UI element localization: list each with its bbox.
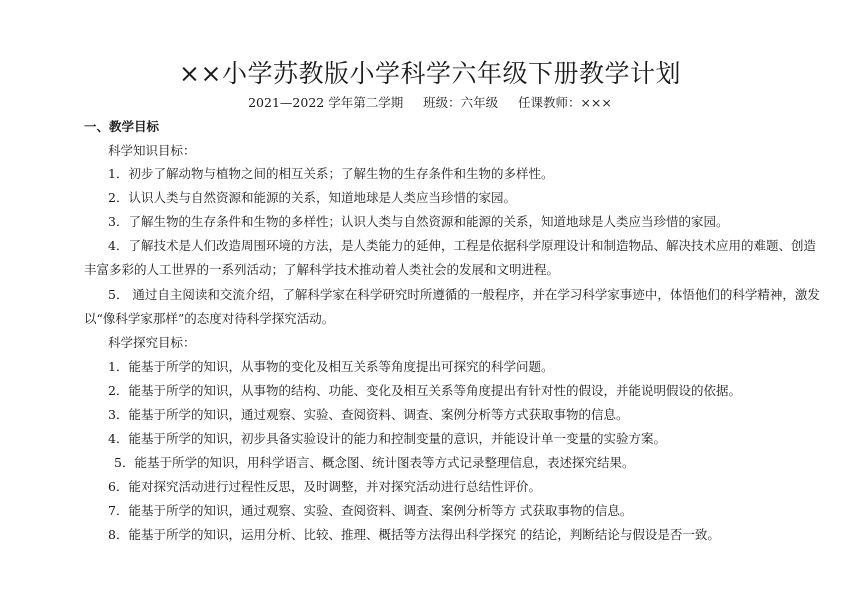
document-title: ××小学苏教版小学科学六年级下册教学计划 <box>179 59 681 88</box>
knowledge-goal-item: 3．了解生物的生存条件和生物的多样性；认识人类与自然资源和能源的关系，知道地球是人类应当珍惜的家园。 <box>108 214 729 229</box>
inquiry-goal-item: 4．能基于所学的知识，初步具备实验设计的能力和控制变量的意识，并能设计单一变量的实验方案。 <box>108 431 666 446</box>
inquiry-goal-item: 7．能基于所学的知识，通过观察、实验、查阅资料、调查、案例分析等方 式获取事物的信息。 <box>108 503 633 518</box>
section-heading-teaching-goals: 一、教学目标 <box>84 119 160 134</box>
knowledge-goal-item-continued: 丰富多彩的人工世界的一系列活动；了解科学技术推动着人类社会的发展和文明进程。 <box>84 262 560 277</box>
inquiry-goal-item: 8．能基于所学的知识，运用分析、比较、推理、概括等方法得出科学探究 的结论，判断结论与假设是否一致。 <box>108 527 720 542</box>
knowledge-goals-heading: 科学知识目标： <box>108 143 196 158</box>
knowledge-goal-item: 4．了解技术是人们改造周围环境的方法，是人类能力的延伸，工程是依据科学原理设计和制造物品、解决技术应用的难题、创造 <box>108 238 816 253</box>
inquiry-goals-heading: 科学探究目标： <box>108 335 196 350</box>
inquiry-goal-item: 1．能基于所学的知识，从事物的变化及相互关系等角度提出可探究的科学问题。 <box>108 359 554 374</box>
knowledge-goal-item: 5． 通过自主阅读和交流介绍，了解科学家在科学研究时所遵循的一般程序，并在学习科学家事迹中，体悟他们的科学精神，激发 <box>108 287 820 302</box>
knowledge-goal-item-continued: 以“像科学家那样”的态度对待科学探究活动。 <box>84 311 335 326</box>
inquiry-goal-item: 2．能基于所学的知识，从事物的结构、功能、变化及相互关系等角度提出有针对性的假设，并能说明假设的依据。 <box>108 383 741 398</box>
document-meta: 2021—2022 学年第二学期 班级：六年级 任课教师：××× <box>248 95 612 110</box>
inquiry-goal-item: 3．能基于所学的知识，通过观察、实验、查阅资料、调查、案例分析等方式获取事物的信息。 <box>108 407 629 422</box>
inquiry-goal-item: 6．能对探究活动进行过程性反思，及时调整，并对探究活动进行总结性评价。 <box>108 479 541 494</box>
knowledge-goal-item: 1．初步了解动物与植物之间的相互关系；了解生物的生存条件和生物的多样性。 <box>108 166 554 181</box>
knowledge-goal-item: 2．认识人类与自然资源和能源的关系，知道地球是人类应当珍惜的家园。 <box>108 190 516 205</box>
inquiry-goal-item: 5．能基于所学的知识，用科学语言、概念图、统计图表等方式记录整理信息，表述探究结果。 <box>114 455 635 470</box>
